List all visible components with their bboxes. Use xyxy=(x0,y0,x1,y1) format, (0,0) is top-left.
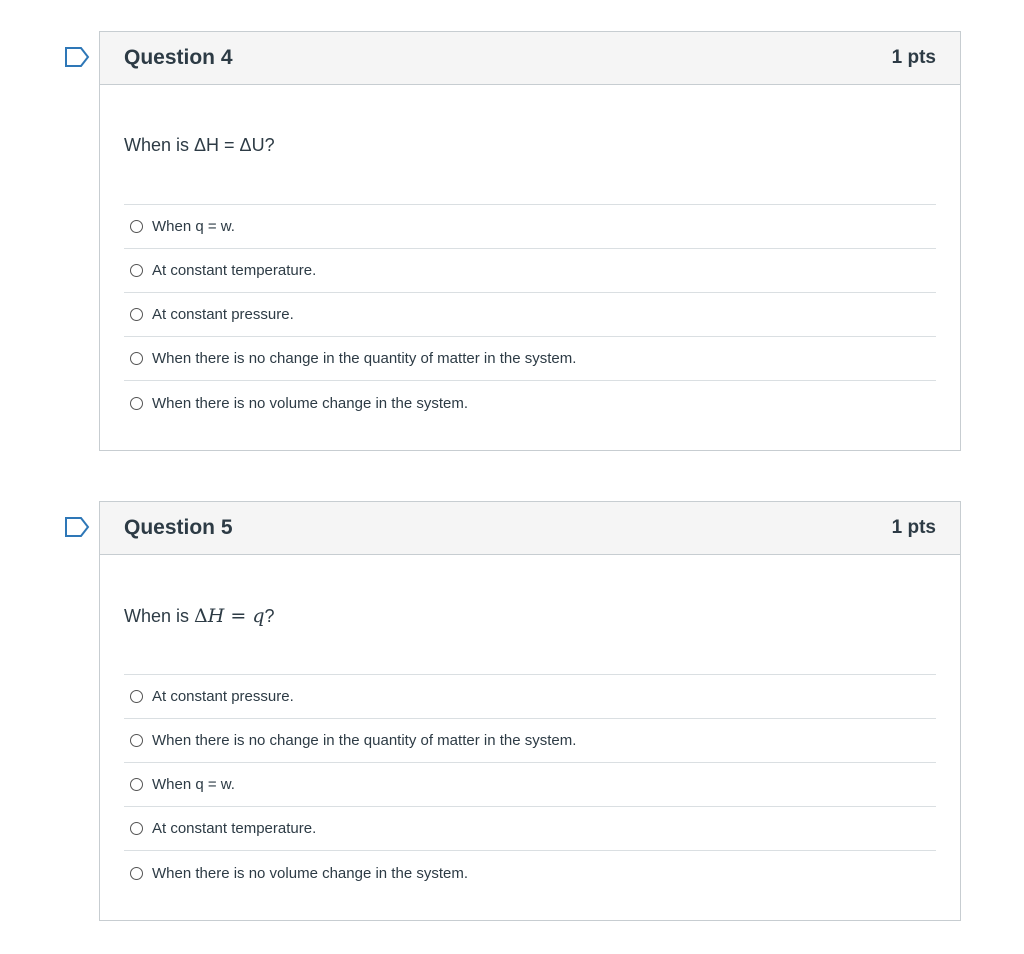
answer-list xyxy=(124,204,936,425)
radio-button[interactable] xyxy=(130,690,143,703)
question-header xyxy=(100,502,960,555)
radio-button[interactable] xyxy=(130,778,143,791)
answer-label: When there is no change in the quantity of matter in the system. xyxy=(152,350,577,367)
flag-question-icon[interactable] xyxy=(64,516,90,538)
answer-option[interactable] xyxy=(124,205,936,249)
answer-option[interactable] xyxy=(124,851,936,895)
radio-button[interactable] xyxy=(130,822,143,835)
answer-label: When q = w. xyxy=(152,776,235,793)
question-text: When is ΔH = ΔU? xyxy=(124,135,275,155)
question-points: 1 pts xyxy=(891,517,936,538)
math-expression xyxy=(194,605,264,627)
answer-option[interactable] xyxy=(124,807,936,851)
question-4 xyxy=(99,31,961,451)
answer-option[interactable] xyxy=(124,381,936,425)
radio-button[interactable] xyxy=(130,352,143,365)
question-text xyxy=(124,555,936,674)
math-delta: Δ xyxy=(194,605,208,627)
question-header xyxy=(100,32,960,85)
answer-label: At constant temperature. xyxy=(152,262,317,279)
radio-button[interactable] xyxy=(130,264,143,277)
math-equals: = xyxy=(224,605,253,627)
math-q: q xyxy=(252,605,265,627)
radio-button[interactable] xyxy=(130,220,143,233)
answer-option[interactable] xyxy=(124,249,936,293)
answer-label: At constant pressure. xyxy=(152,306,294,323)
radio-button[interactable] xyxy=(130,734,143,747)
question-title: Question 4 xyxy=(124,46,233,69)
question-title: Question 5 xyxy=(124,516,233,539)
answer-label: At constant pressure. xyxy=(152,688,294,705)
answer-option[interactable] xyxy=(124,675,936,719)
answer-list xyxy=(124,674,936,895)
flag-question-icon[interactable] xyxy=(64,46,90,68)
answer-label: When there is no change in the quantity of matter in the system. xyxy=(152,732,577,749)
question-points: 1 pts xyxy=(891,47,936,68)
answer-option[interactable] xyxy=(124,763,936,807)
question-5 xyxy=(99,501,961,921)
answer-label: When q = w. xyxy=(152,218,235,235)
question-text-prefix: When is xyxy=(124,606,195,626)
answer-option[interactable] xyxy=(124,337,936,381)
answer-option[interactable] xyxy=(124,293,936,337)
answer-label: At constant temperature. xyxy=(152,820,317,837)
question-text-suffix: ? xyxy=(264,606,275,626)
radio-button[interactable] xyxy=(130,397,143,410)
answer-label: When there is no volume change in the system. xyxy=(152,394,468,412)
answer-option[interactable] xyxy=(124,719,936,763)
radio-button[interactable] xyxy=(130,867,143,880)
math-h: H xyxy=(207,605,225,627)
radio-button[interactable] xyxy=(130,308,143,321)
answer-label: When there is no volume change in the system. xyxy=(152,864,468,882)
